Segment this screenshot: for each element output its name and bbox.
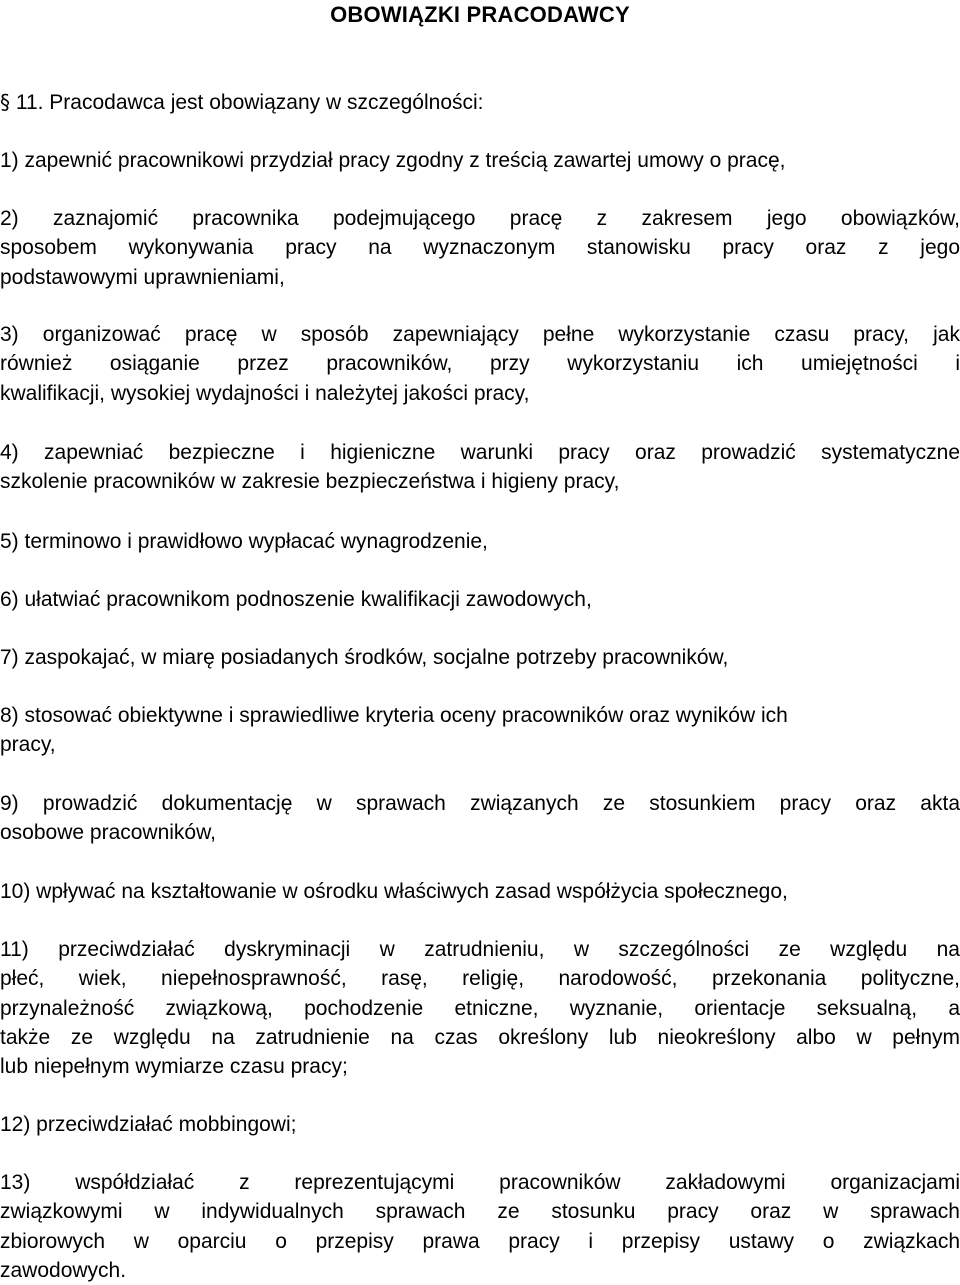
obligation-item-12 — [0, 1110, 960, 1139]
obligation-item-5 — [0, 527, 960, 556]
obligation-item-4 — [0, 438, 960, 497]
obligation-item-10 — [0, 877, 960, 906]
item-line: 3) organizować pracę w sposób zapewniający pełne wykorzystanie czasu pracy, jak — [0, 323, 960, 346]
item-line: 12) przeciwdziałać mobbingowi; — [0, 1113, 297, 1136]
section-sign: § — [0, 90, 10, 114]
document-title: OBOWIĄZKI PRACODAWCY — [330, 2, 630, 27]
item-line: również osiąganie przez pracowników, przy wykorzystaniu ich umiejętności i — [0, 352, 960, 376]
obligation-item-1 — [0, 146, 960, 175]
item-line: osobowe pracowników, — [0, 821, 216, 845]
intro-text: 11. Pracodawca jest obowiązany w szczególności: — [10, 91, 484, 114]
obligation-item-7 — [0, 643, 960, 672]
item-line: lub niepełnym wymiarze czasu pracy; — [0, 1055, 348, 1079]
item-line: 7) zaspokajać, w miarę posiadanych środków, socjalne potrzeby pracowników, — [0, 646, 729, 669]
intro-paragraph — [0, 88, 960, 117]
item-line: 6) ułatwiać pracownikom podnoszenie kwalifikacji zawodowych, — [0, 588, 592, 611]
obligation-item-6 — [0, 585, 960, 614]
item-line: 4) zapewniać bezpieczne i higieniczne warunki pracy oraz prowadzić systematyczne — [0, 441, 960, 464]
item-line: zawodowych. — [0, 1258, 127, 1282]
item-line: 9) prowadzić dokumentację w sprawach związanych ze stosunkiem pracy oraz akta — [0, 792, 960, 815]
obligation-item-13 — [0, 1168, 960, 1285]
obligation-item-3 — [0, 320, 960, 408]
obligation-item-8 — [0, 701, 960, 760]
obligation-item-9 — [0, 789, 960, 848]
item-line: podstawowymi uprawnieniami, — [0, 265, 285, 289]
item-line: także ze względu na zatrudnienie na czas określony lub nieokreślony albo w pełnym — [0, 1025, 960, 1049]
item-line: 13) współdziałać z reprezentującymi pracowników zakładowymi organizacjami — [0, 1171, 960, 1194]
item-line: przynależność związkową, pochodzenie etniczne, wyznanie, orientacje seksualną, a — [0, 996, 960, 1020]
item-line: sposobem wykonywania pracy na wyznaczonym stanowisku pracy oraz z jego — [0, 236, 960, 260]
item-line: związkowymi w indywidualnych sprawach ze stosunku pracy oraz w sprawach — [0, 1200, 960, 1224]
item-line: pracy, — [0, 733, 56, 757]
item-line: 10) wpływać na kształtowanie w ośrodku właściwych zasad współżycia społecznego, — [0, 880, 788, 903]
item-line: szkolenie pracowników w zakresie bezpieczeństwa i higieny pracy, — [0, 470, 620, 494]
item-line: 8) stosować obiektywne i sprawiedliwe kryteria oceny pracowników oraz wyników ich — [0, 704, 788, 727]
item-line: płeć, wiek, niepełnosprawność, rasę, religię, narodowość, przekonania polityczne, — [0, 967, 960, 991]
item-line: 1) zapewnić pracownikowi przydział pracy zgodny z treścią zawartej umowy o pracę, — [0, 149, 786, 172]
obligation-item-11 — [0, 935, 960, 1081]
item-line: 11) przeciwdziałać dyskryminacji w zatrudnieniu, w szczególności ze względu na — [0, 938, 960, 961]
item-line: zbiorowych w oparciu o przepisy prawa pracy i przepisy ustawy o związkach — [0, 1229, 960, 1253]
item-line: 2) zaznajomić pracownika podejmującego pracę z zakresem jego obowiązków, — [0, 207, 960, 230]
obligation-item-2 — [0, 204, 960, 292]
item-line: kwalifikacji, wysokiej wydajności i należytej jakości pracy, — [0, 381, 530, 405]
item-line: 5) terminowo i prawidłowo wypłacać wynagrodzenie, — [0, 530, 488, 553]
